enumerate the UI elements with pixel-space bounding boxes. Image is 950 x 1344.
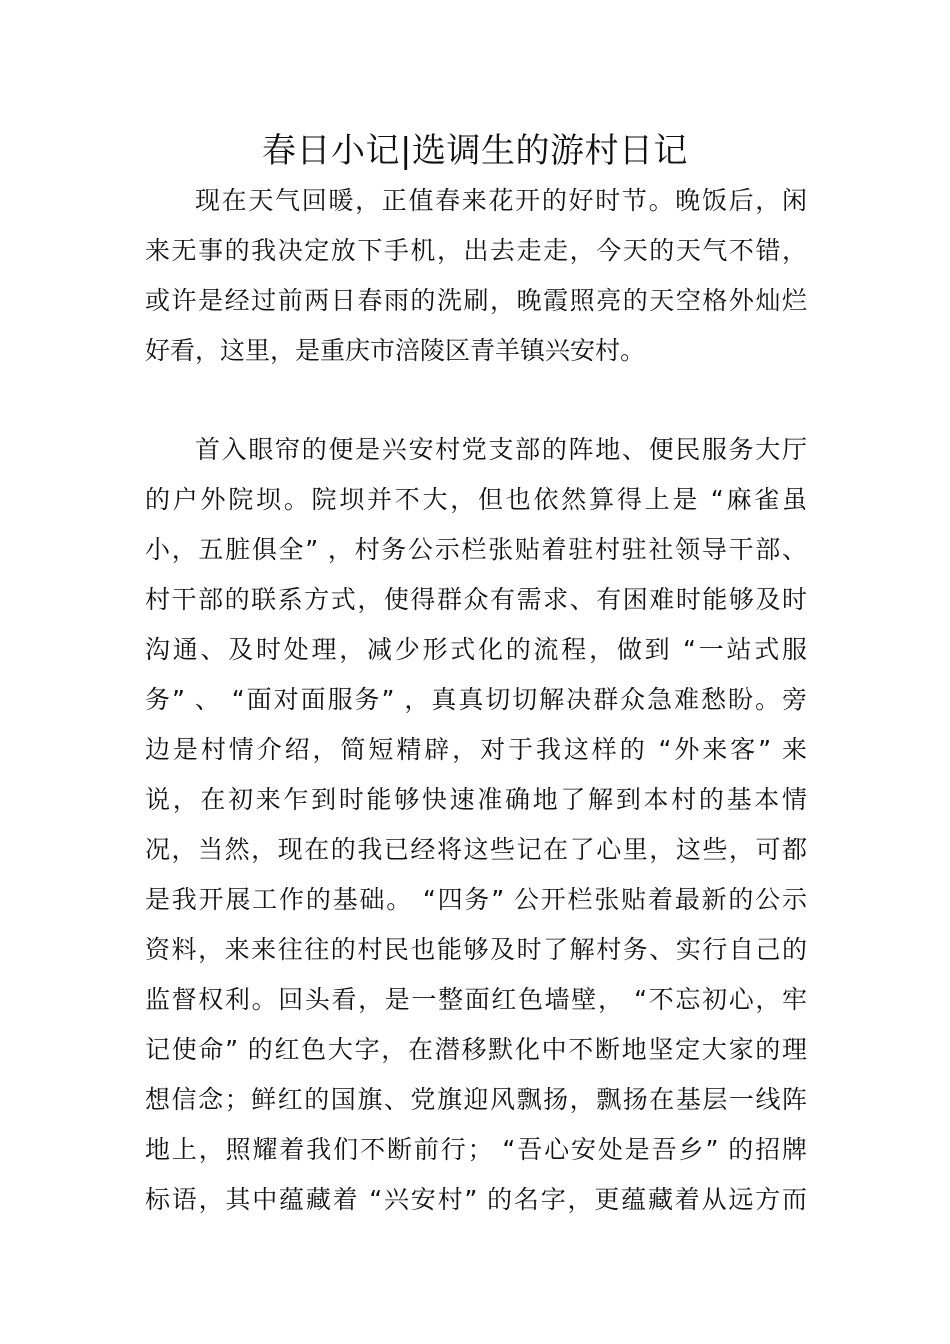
paragraph-line: 说，在初来乍到时能够快速准确地了解到本村的基本情: [145, 785, 807, 814]
paragraph-line: 的户外院坝。院坝并不大，但也依然算得上是 “麻雀虽: [145, 485, 807, 514]
paragraph-line: 资料，来来往往的村民也能够及时了解村务、实行自己的: [145, 935, 807, 964]
paragraph-line: 况，当然，现在的我已经将这些记在了心里，这些，可都: [145, 835, 807, 864]
paragraph-line: 地上，照耀着我们不断前行； “吾心安处是吾乡” 的招牌: [145, 1135, 807, 1164]
paragraph-line: 或许是经过前两日春雨的洗刷，晚霞照亮的天空格外灿烂: [145, 286, 807, 315]
paragraph-line: 沟通、及时处理，减少形式化的流程，做到 “一站式服: [145, 635, 807, 664]
paragraph-line: 村干部的联系方式，使得群众有需求、有困难时能够及时: [145, 585, 807, 614]
paragraph-line: 想信念；鲜红的国旗、党旗迎风飘扬，飘扬在基层一线阵: [145, 1085, 807, 1114]
paragraph-2: [145, 425, 807, 1225]
paragraph-line: 现在天气回暖，正值春来花开的好时节。晚饭后，闲: [195, 186, 807, 215]
paragraph-line: 监督权利。回头看，是一整面红色墙壁， “不忘初心，牢: [145, 985, 807, 1014]
paragraph-line: 首入眼帘的便是兴安村党支部的阵地、便民服务大厅: [195, 435, 807, 464]
paragraph-line: 来无事的我决定放下手机，出去走走，今天的天气不错，: [145, 236, 807, 265]
paragraph-line: 是我开展工作的基础。 “四务” 公开栏张贴着最新的公示: [145, 885, 807, 914]
paragraph-1: [145, 176, 807, 376]
paragraph-line: 边是村情介绍，简短精辟，对于我这样的 “外来客” 来: [145, 735, 807, 764]
paragraph-line: 小，五脏俱全” ，村务公示栏张贴着驻村驻社领导干部、: [145, 535, 807, 564]
document-title: 春日小记|选调生的游村日记: [262, 131, 688, 171]
paragraph-line: 记使命” 的红色大字，在潜移默化中不断地坚定大家的理: [145, 1035, 807, 1064]
paragraph-line: 标语，其中蕴藏着 “兴安村” 的名字，更蕴藏着从远方而: [145, 1185, 807, 1214]
paragraph-line: 务” 、 “面对面服务” ，真真切切解决群众急难愁盼。旁: [145, 685, 807, 714]
paragraph-line: 好看，这里，是重庆市涪陵区青羊镇兴安村。: [145, 336, 646, 365]
